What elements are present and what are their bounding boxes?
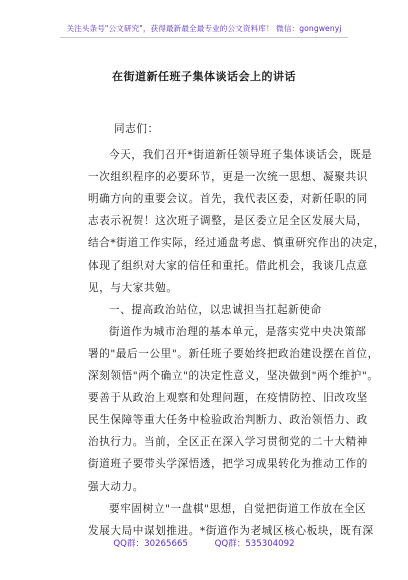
footer-qq-group-1: QQ群：30265665 [113, 539, 188, 549]
paragraph-line: 街道班子要带头学深悟透，把学习成果转化为推动工作的 [88, 458, 368, 471]
footer-qq-group-2: QQ群：535304092 [214, 539, 295, 549]
document-title: 在街道新任班子集体谈话会上的讲话 [112, 70, 296, 83]
paragraph-line: 要善于从政治上观察和处理问题，在疫情防控、旧改攻坚 [88, 392, 368, 405]
paragraph-line: 志表示祝贺！这次班子调整，是区委立足全区发展大局， [88, 215, 368, 228]
paragraph-line: 今天，我们召开*街道新任领导班子集体谈话会，既是 [109, 149, 373, 162]
salutation: 同志们： [114, 123, 159, 135]
paragraph-line: 深刻领悟"两个确立"的决定性意义，坚决做到"两个维护"。 [88, 370, 379, 383]
paragraph-line: 体现了组织对大家的信任和重托。借此机会，我谈几点意 [88, 259, 368, 272]
paragraph-line: 治执行力。当前，全区正在深入学习贯彻党的二十大精神 [88, 436, 368, 449]
document-body [88, 118, 385, 542]
paragraph-line: 一次组织程序的必要环节，更是一次统一思想、凝聚共识 [88, 171, 368, 184]
paragraph-line: 结合*街道工作实际，经过通盘考虑、慎重研究作出的决定， [88, 237, 385, 250]
paragraph-line: 民生保障等重大任务中检验政治判断力、政治领悟力、政 [88, 414, 368, 427]
paragraph-line: 署的"最后一公里"。新任班子要始终把政治建设摆在首位， [88, 347, 379, 360]
paragraph-line: 发展大局中谋划推进。*街道作为老城区核心板块，既有深 [88, 524, 374, 537]
header-divider [60, 37, 348, 38]
paragraph-line: 强大动力。 [88, 480, 144, 493]
section-heading: 一、提高政治站位，以忠诚担当扛起新使命 [109, 303, 322, 316]
paragraph-line: 街道作为城市治理的基本单元，是落实党中央决策部 [109, 325, 367, 338]
paragraph-line: 明确方向的重要会议。首先，我代表区委，对新任职的同 [88, 193, 368, 206]
paragraph-line: 要牢固树立"一盘棋"思想，自觉把街道工作放在全区 [109, 502, 367, 515]
footer-contacts [0, 537, 408, 549]
header-note: 关注头条号"公文研究"，获得最新最全最专业的公文资料库！ 微信：gongwenyj [66, 24, 342, 33]
paragraph-line: 见，与大家共勉。 [88, 281, 178, 294]
